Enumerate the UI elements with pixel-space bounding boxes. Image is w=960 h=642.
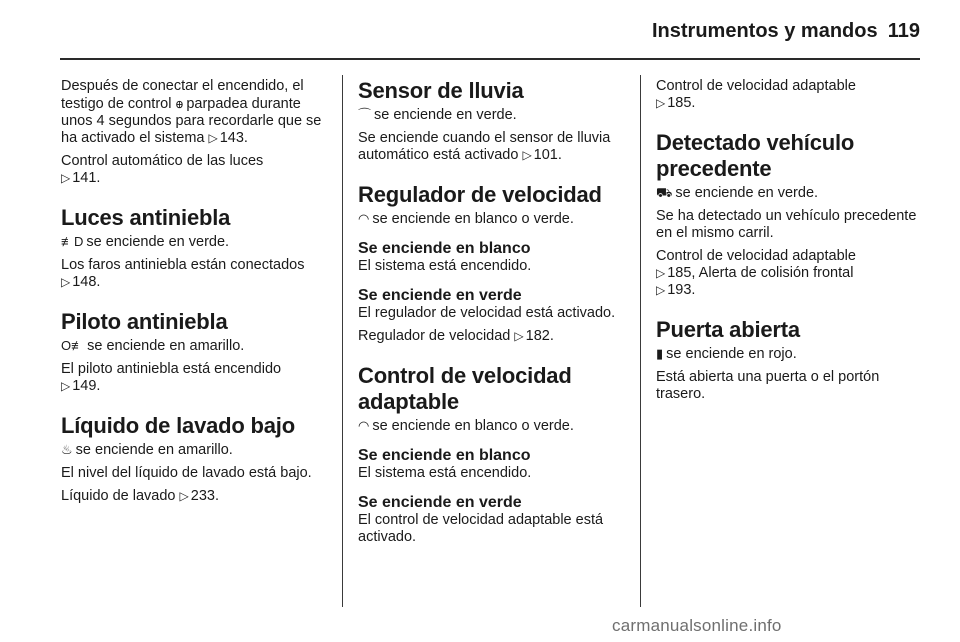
page-ref-icon: ▷ — [61, 379, 71, 393]
paragraph: ≢D se enciende en verde. — [61, 234, 230, 250]
page-ref-icon: ▷ — [61, 171, 71, 185]
section-heading: Regulador de velocidad — [358, 182, 602, 207]
page-ref-icon: ▷ — [61, 275, 71, 289]
subsection-heading: Se enciende en blanco — [358, 447, 531, 464]
paragraph: ◠ se enciende en blanco o verde. — [358, 211, 574, 227]
paragraph: Los faros antiniebla están conectados ▷ 148. — [61, 257, 305, 290]
paragraph: O≢ se enciende en amarillo. — [61, 338, 245, 354]
page-number: 119 — [887, 20, 920, 42]
page-ref-icon: ▷ — [208, 131, 218, 145]
paragraph: El nivel del líquido de lavado está bajo. — [61, 465, 312, 481]
paragraph: Está abierta una puerta o el portón trasero. — [656, 369, 880, 402]
paragraph: ⌒ se enciende en verde. — [358, 107, 517, 123]
paragraph: El control de velocidad adaptable está activado. — [358, 512, 604, 545]
column-divider — [640, 75, 641, 607]
paragraph: El sistema está encendido. — [358, 465, 532, 481]
rain-sensor-icon: ⌒ — [358, 107, 372, 122]
paragraph: Después de conectar el encendido, el testigo de control ꚛ parpadea durante unos 4 segundos para recordarle que se ha activado el sistema ▷ 143. — [61, 78, 322, 146]
page-ref-icon: ▷ — [514, 329, 524, 343]
column-middle — [358, 78, 626, 552]
section-heading: Detectado vehículo precedente — [656, 130, 855, 181]
section-heading: Sensor de lluvia — [358, 78, 524, 103]
section-heading: Puerta abierta — [656, 317, 800, 342]
paragraph: Se ha detectado un vehículo precedente en el mismo carril. — [656, 208, 917, 241]
paragraph: El piloto antiniebla está encendido ▷ 149. — [61, 361, 282, 394]
page-ref-icon: ▷ — [179, 489, 189, 503]
paragraph: ⛟ se enciende en verde. — [656, 185, 819, 201]
warning-lamp-icon: ꚛ — [175, 96, 184, 111]
paragraph: Se enciende cuando el sensor de lluvia automático está activado ▷ 101. — [358, 130, 611, 163]
page-ref-icon: ▷ — [656, 96, 666, 110]
vehicle-ahead-icon: ⛟ — [656, 185, 673, 200]
page-ref-icon: ▷ — [656, 283, 666, 297]
section-heading: Líquido de lavado bajo — [61, 413, 295, 438]
paragraph: Control de velocidad adaptable ▷ 185. — [656, 78, 856, 111]
column-left — [61, 78, 329, 511]
section-heading: Luces antiniebla — [61, 205, 231, 230]
watermark: carmanualsonline.info — [612, 616, 782, 635]
paragraph: El sistema está encendido. — [358, 258, 532, 274]
fog-light-icon: ≢D — [61, 234, 84, 249]
page-ref-icon: ▷ — [522, 148, 532, 162]
paragraph: Control de velocidad adaptable ▷ 185, Alerta de colisión frontal ▷ 193. — [656, 248, 856, 298]
paragraph: ♨ se enciende en amarillo. — [61, 442, 233, 458]
section-heading: Piloto antiniebla — [61, 309, 228, 334]
page-header-title: Instrumentos y mandos — [652, 20, 878, 42]
rear-fog-light-icon: O≢ — [61, 338, 85, 353]
paragraph: Regulador de velocidad ▷ 182. — [358, 328, 554, 344]
column-right — [656, 78, 924, 409]
paragraph: El regulador de velocidad está activado. — [358, 305, 616, 321]
paragraph: ▮ se enciende en rojo. — [656, 346, 797, 362]
washer-fluid-icon: ♨ — [61, 442, 73, 457]
cruise-control-icon: ◠ — [358, 211, 370, 226]
paragraph: ◠ se enciende en blanco o verde. — [358, 418, 574, 434]
page-ref-icon: ▷ — [656, 266, 666, 280]
subsection-heading: Se enciende en verde — [358, 287, 522, 304]
paragraph: Control automático de las luces ▷ 141. — [61, 153, 264, 186]
door-open-icon: ▮ — [656, 346, 664, 361]
cruise-control-icon: ◠ — [358, 418, 370, 433]
section-heading: Control de velocidad adaptable — [358, 363, 572, 414]
page-header — [0, 0, 960, 60]
header-divider — [60, 58, 920, 60]
paragraph: Líquido de lavado ▷ 233. — [61, 488, 219, 504]
subsection-heading: Se enciende en blanco — [358, 240, 531, 257]
subsection-heading: Se enciende en verde — [358, 494, 522, 511]
column-divider — [342, 75, 343, 607]
